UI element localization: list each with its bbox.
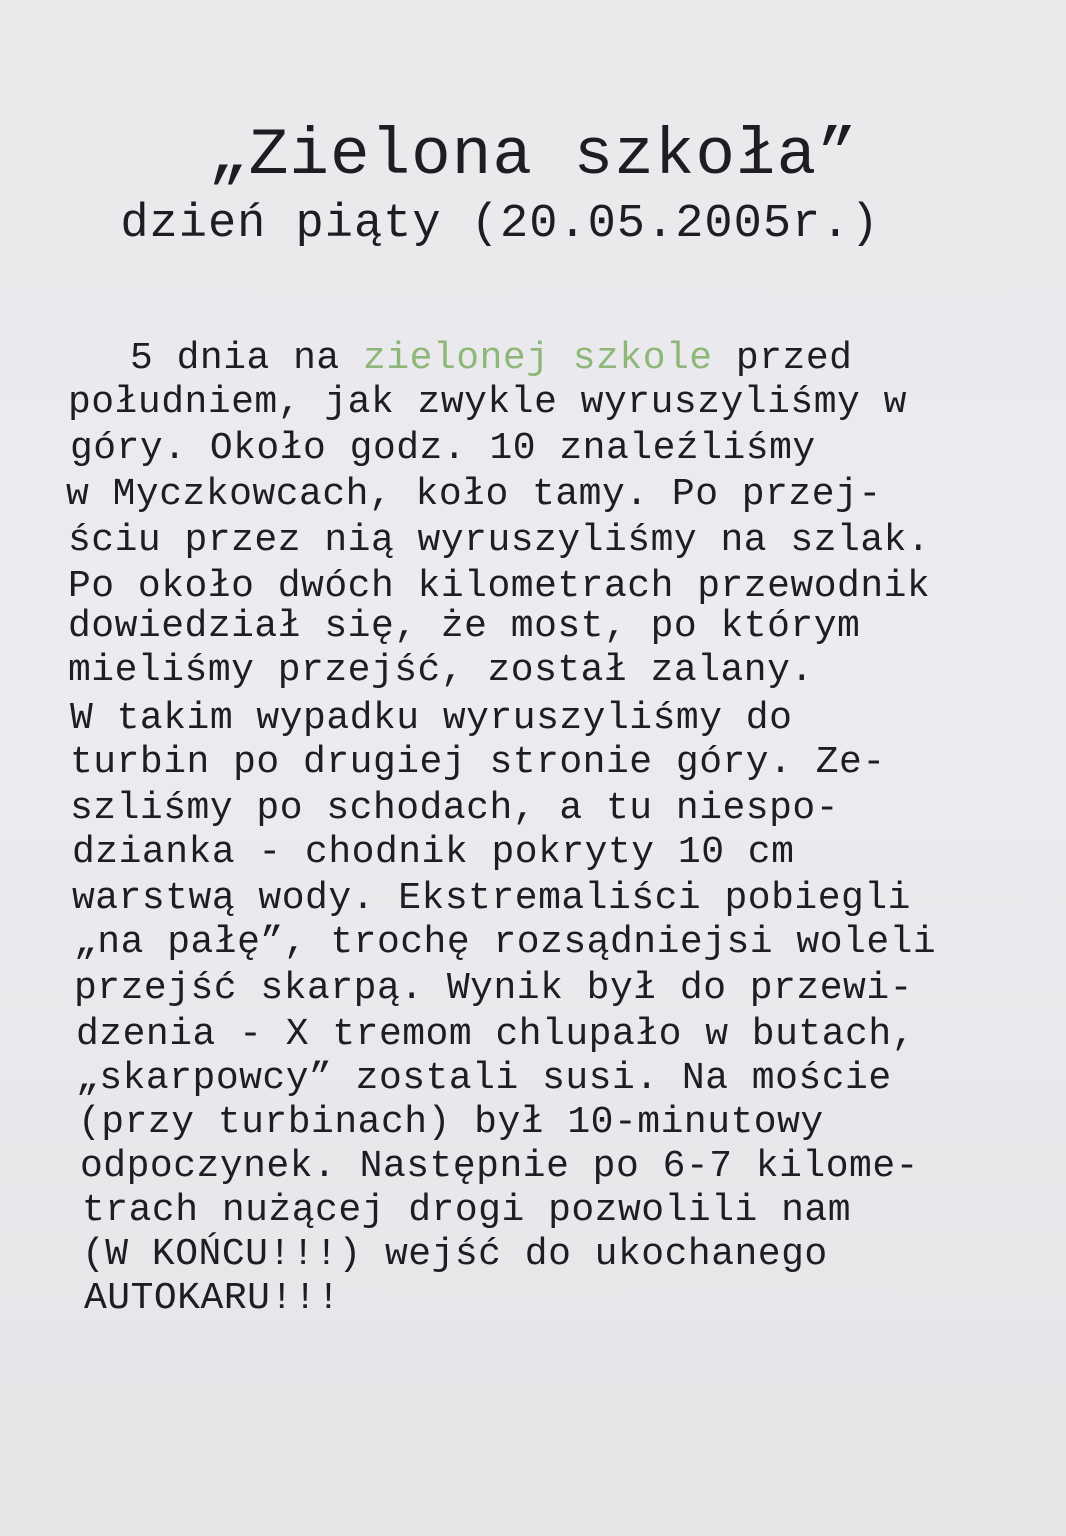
body-line: (W KOŃCU!!!) wejść do ukochanego <box>82 1233 828 1276</box>
body-line: dzenia - X tremom chlupało w butach, <box>76 1013 915 1056</box>
body-line: (przy turbinach) był 10-minutowy <box>78 1101 824 1144</box>
body-line: mieliśmy przejść, został zalany. <box>68 649 814 692</box>
body-line: dzianka - chodnik pokryty 10 cm <box>72 831 795 874</box>
body-line: szliśmy po schodach, a tu niespo- <box>70 787 840 830</box>
first-line-start: 5 dnia na <box>130 337 364 380</box>
document-subtitle: dzień piąty (20.05.2005r.) <box>120 198 880 251</box>
body-line-first <box>130 336 852 382</box>
first-line-end: przed <box>712 337 853 380</box>
body-line: „na pałę”, trochę rozsądniejsi woleli <box>74 921 937 964</box>
body-line: Po około dwóch kilometrach przewodnik <box>68 565 931 608</box>
body-line: południem, jak zwykle wyruszyliśmy w <box>68 381 907 424</box>
body-line: ściu przez nią wyruszyliśmy na szlak. <box>68 519 931 562</box>
document-title: „Zielona szkoła” <box>208 118 858 193</box>
body-line: warstwą wody. Ekstremaliści pobiegli <box>72 877 911 920</box>
body-line: turbin po drugiej stronie góry. Ze- <box>70 741 886 784</box>
body-line: dowiedział się, że most, po którym <box>68 605 861 648</box>
body-line: AUTOKARU!!! <box>84 1277 341 1320</box>
body-line: W takim wypadku wyruszyliśmy do <box>70 697 793 740</box>
body-line: w Myczkowcach, koło tamy. Po przej- <box>66 473 882 516</box>
body-line: trach nużącej drogi pozwolili nam <box>82 1189 852 1232</box>
body-line: odpoczynek. Następnie po 6-7 kilome- <box>80 1145 919 1188</box>
highlighted-phrase: zielonej szkole <box>363 337 713 380</box>
body-line: przejść skarpą. Wynik był do przewi- <box>74 967 913 1010</box>
body-line: góry. Około godz. 10 znaleźliśmy <box>70 427 816 470</box>
body-line: „skarpowcy” zostali susi. Na moście <box>76 1057 892 1100</box>
